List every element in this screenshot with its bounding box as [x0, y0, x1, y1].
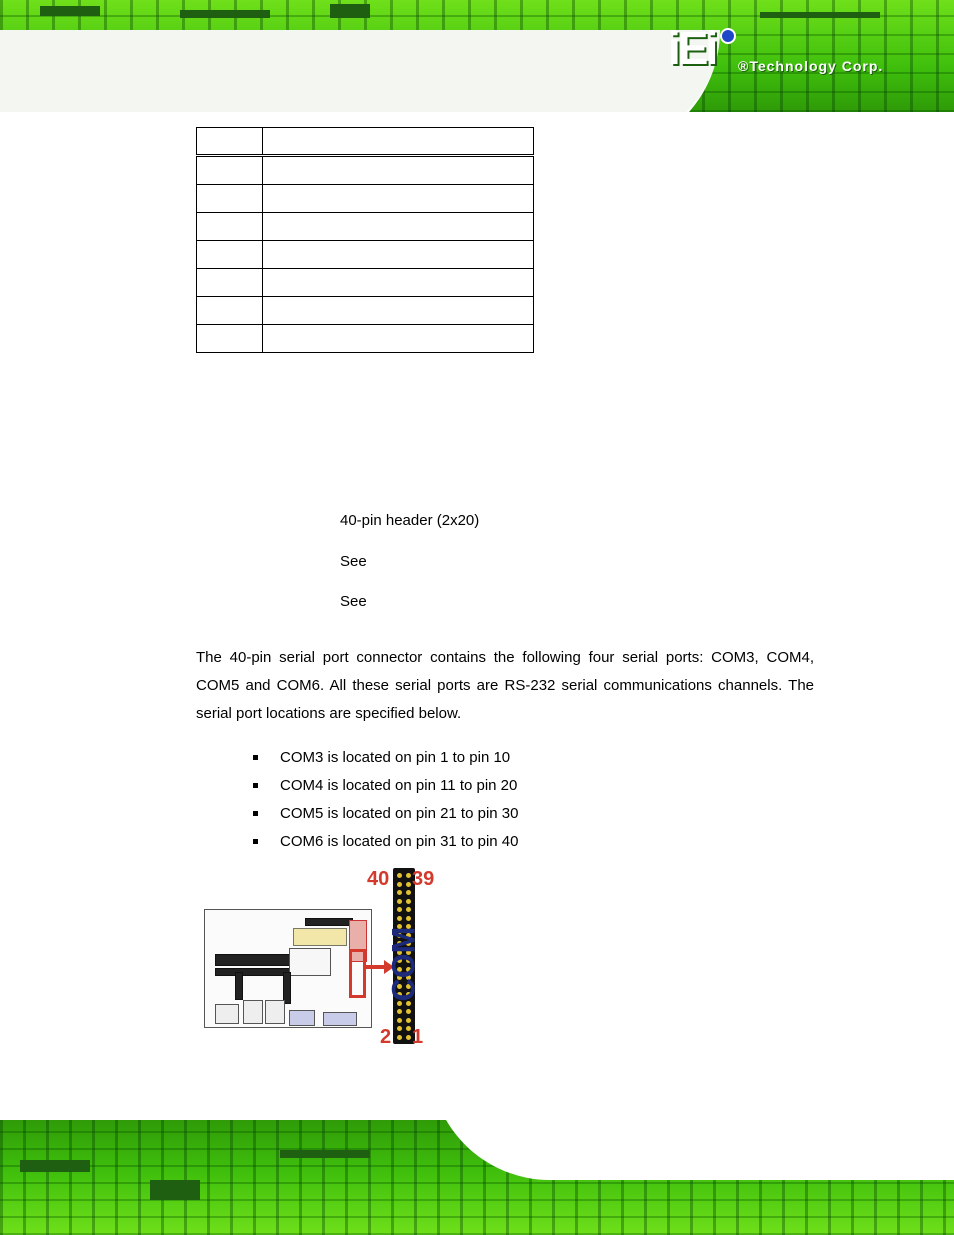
- header-pin: [397, 899, 402, 904]
- header-pin: [406, 1018, 411, 1023]
- list-item: [253, 800, 518, 828]
- table-row: [197, 128, 534, 156]
- description-cell: [263, 297, 534, 325]
- header-pin: [397, 873, 402, 878]
- pin-label-39: 39: [412, 868, 435, 890]
- header-pins: [305, 918, 353, 926]
- connector-pinouts-value: See: [340, 553, 367, 570]
- lan-port: [265, 1000, 285, 1024]
- com-highlight-box: [349, 949, 366, 998]
- header-white-panel: [0, 30, 720, 112]
- connector-location-value: See: [340, 593, 367, 610]
- company-logo: [664, 22, 939, 86]
- logo-mark: iEi: [668, 22, 716, 74]
- header-pin: [406, 882, 411, 887]
- description-paragraph: The 40-pin serial port connector contains the following four serial ports: COM3, COM4, COM5 and COM6. All these serial ports are RS-232 serial communications channels. The serial port locations are specified below.: [196, 649, 814, 722]
- company-name: ®Technology Corp.: [738, 58, 884, 74]
- list-item-text: COM6 is located on pin 31 to pin 40: [280, 833, 519, 850]
- description-cell: [263, 241, 534, 269]
- header-pin: [406, 1026, 411, 1031]
- pin-cell: [197, 128, 263, 156]
- connector-type-value: 40-pin header (2x20): [340, 512, 480, 529]
- header-pin: [406, 899, 411, 904]
- list-item: [253, 772, 518, 800]
- footer-banner: [0, 1120, 954, 1235]
- vga-port: [289, 1010, 315, 1026]
- square-bullet-icon: [253, 755, 258, 760]
- pin-table: [196, 127, 534, 353]
- description-cell: [263, 213, 534, 241]
- chipset: [289, 948, 331, 976]
- logo-dot-icon: [720, 28, 736, 44]
- header-pin: [397, 890, 402, 895]
- circuit-trace: [20, 1160, 90, 1172]
- pin-cell: [197, 241, 263, 269]
- header-pin: [397, 882, 402, 887]
- table-row: [197, 185, 534, 213]
- circuit-trace: [40, 6, 100, 16]
- com-label: COM: [385, 926, 422, 1002]
- header-pin: [406, 873, 411, 878]
- header-pin: [406, 890, 411, 895]
- pin-cell: [197, 213, 263, 241]
- table-row: [197, 325, 534, 353]
- list-item: [253, 744, 518, 772]
- header-pin: [406, 907, 411, 912]
- table-row: [197, 213, 534, 241]
- memory-slot: [215, 954, 291, 966]
- header-pin: [397, 907, 402, 912]
- header-pin: [406, 1035, 411, 1040]
- header-pin: [397, 1026, 402, 1031]
- serial-port: [323, 1012, 357, 1026]
- description-cell: [263, 325, 534, 353]
- description-cell: [263, 185, 534, 213]
- circuit-trace: [330, 4, 370, 18]
- description-cell: [263, 269, 534, 297]
- table-row: [197, 241, 534, 269]
- header-pin: [406, 916, 411, 921]
- pin-cell: [197, 297, 263, 325]
- pin-cell: [197, 156, 263, 185]
- table-row: [197, 156, 534, 185]
- pointer-arrow-line: [366, 965, 386, 969]
- header-pin: [406, 1009, 411, 1014]
- pin-cell: [197, 325, 263, 353]
- list-item-text: COM3 is located on pin 1 to pin 10: [280, 749, 511, 766]
- connector: [235, 972, 243, 1000]
- header-pin: [397, 1035, 402, 1040]
- square-bullet-icon: [253, 783, 258, 788]
- description-cell: [263, 156, 534, 185]
- header-banner: [0, 0, 954, 112]
- table-row: [197, 269, 534, 297]
- list-item-text: COM4 is located on pin 11 to pin 20: [280, 777, 518, 794]
- table-row: [197, 297, 534, 325]
- pin-label-40: 40: [367, 868, 390, 890]
- usb-port: [215, 1004, 239, 1024]
- square-bullet-icon: [253, 839, 258, 844]
- pin-label-2: 2: [380, 1026, 392, 1048]
- circuit-trace: [180, 10, 270, 18]
- pin-cell: [197, 185, 263, 213]
- header-pin: [397, 1018, 402, 1023]
- circuit-trace: [280, 1150, 370, 1158]
- circuit-trace: [150, 1180, 200, 1200]
- square-bullet-icon: [253, 811, 258, 816]
- pin-label-1: 1: [412, 1026, 424, 1048]
- lan-port: [243, 1000, 263, 1024]
- pin-cell: [197, 269, 263, 297]
- cf-slot: [293, 928, 347, 946]
- header-pin: [397, 916, 402, 921]
- memory-slot: [215, 968, 291, 976]
- header-pin: [397, 1009, 402, 1014]
- board-diagram: [204, 909, 372, 1028]
- list-item-text: COM5 is located on pin 21 to pin 30: [280, 805, 519, 822]
- footer-white-strip: [560, 1160, 954, 1180]
- circuit-trace: [760, 12, 880, 18]
- list-item: [253, 828, 518, 856]
- description-cell: [263, 128, 534, 156]
- port-location-list: [253, 744, 518, 856]
